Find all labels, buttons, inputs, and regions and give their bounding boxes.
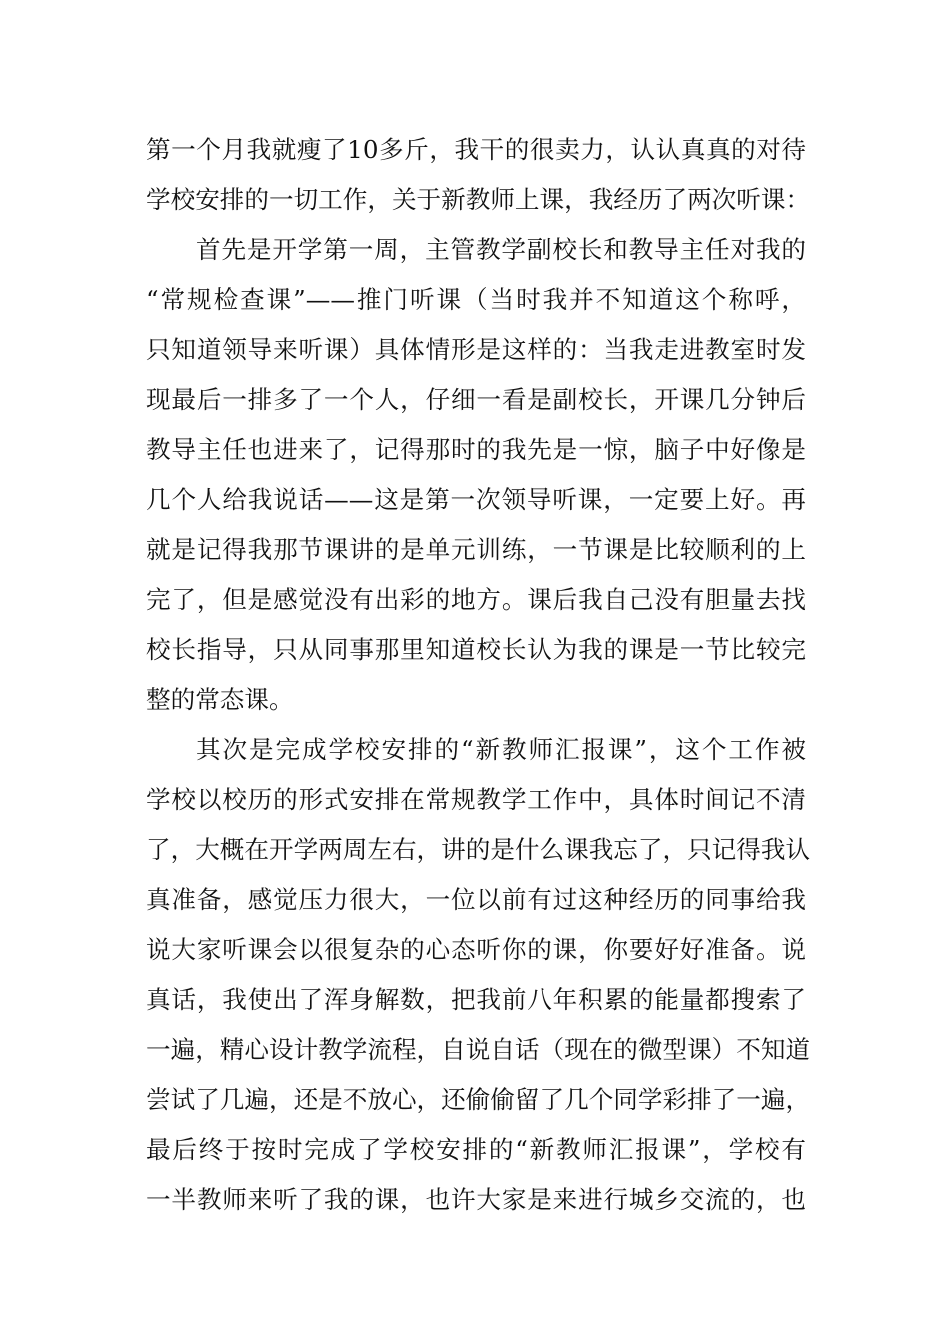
paragraph-first-line: 其次是完成学校安排的“新教师汇报课”，这个工作被 bbox=[196, 735, 806, 764]
paragraph-last-line: 整的常态课。 bbox=[146, 685, 294, 714]
text-line: 就是记得我那节课讲的是单元训练，一节课是比较顺利的上 bbox=[146, 535, 806, 564]
text-line: 真准备，感觉压力很大，一位以前有过这种经历的同事给我 bbox=[146, 885, 806, 914]
text-line: 完了，但是感觉没有出彩的地方。课后我自己没有胆量去找 bbox=[146, 585, 806, 614]
text-line: 只知道领导来听课）具体情形是这样的：当我走进教室时发 bbox=[146, 335, 806, 364]
text-line: “常规检查课”——推门听课（当时我并不知道这个称呼， bbox=[146, 285, 806, 314]
text-line: 了，大概在开学两周左右，讲的是什么课我忘了，只记得我认 bbox=[146, 835, 811, 864]
text-line: 学校安排的一切工作，关于新教师上课，我经历了两次听课： bbox=[146, 185, 811, 214]
text-line: 说大家听课会以很复杂的心态听你的课，你要好好准备。说 bbox=[146, 935, 806, 964]
text-line: 尝试了几遍，还是不放心，还偷偷留了几个同学彩排了一遍， bbox=[146, 1085, 811, 1114]
text-line: 几个人给我说话——这是第一次领导听课，一定要上好。再 bbox=[146, 485, 806, 514]
text-line: 最后终于按时完成了学校安排的“新教师汇报课”，学校有 bbox=[146, 1135, 806, 1164]
text-line: 校长指导，只从同事那里知道校长认为我的课是一节比较完 bbox=[146, 635, 806, 664]
text-line: 真话，我使出了浑身解数，把我前八年积累的能量都搜索了 bbox=[146, 985, 806, 1014]
text-line: 教导主任也进来了，记得那时的我先是一惊，脑子中好像是 bbox=[146, 435, 806, 464]
text-line: 学校以校历的形式安排在常规教学工作中，具体时间记不清 bbox=[146, 785, 806, 814]
paragraph-first-line: 首先是开学第一周，主管教学副校长和教导主任对我的 bbox=[196, 235, 806, 264]
text-line: 一遍，精心设计教学流程，自说自话（现在的微型课）不知道 bbox=[146, 1035, 811, 1064]
text-line: 现最后一排多了一个人，仔细一看是副校长，开课几分钟后 bbox=[146, 385, 806, 414]
text-line: 一半教师来听了我的课，也许大家是来进行城乡交流的，也 bbox=[146, 1185, 806, 1214]
text-line: 第一个月我就瘦了10多斤，我干的很卖力，认认真真的对待 bbox=[146, 135, 806, 164]
